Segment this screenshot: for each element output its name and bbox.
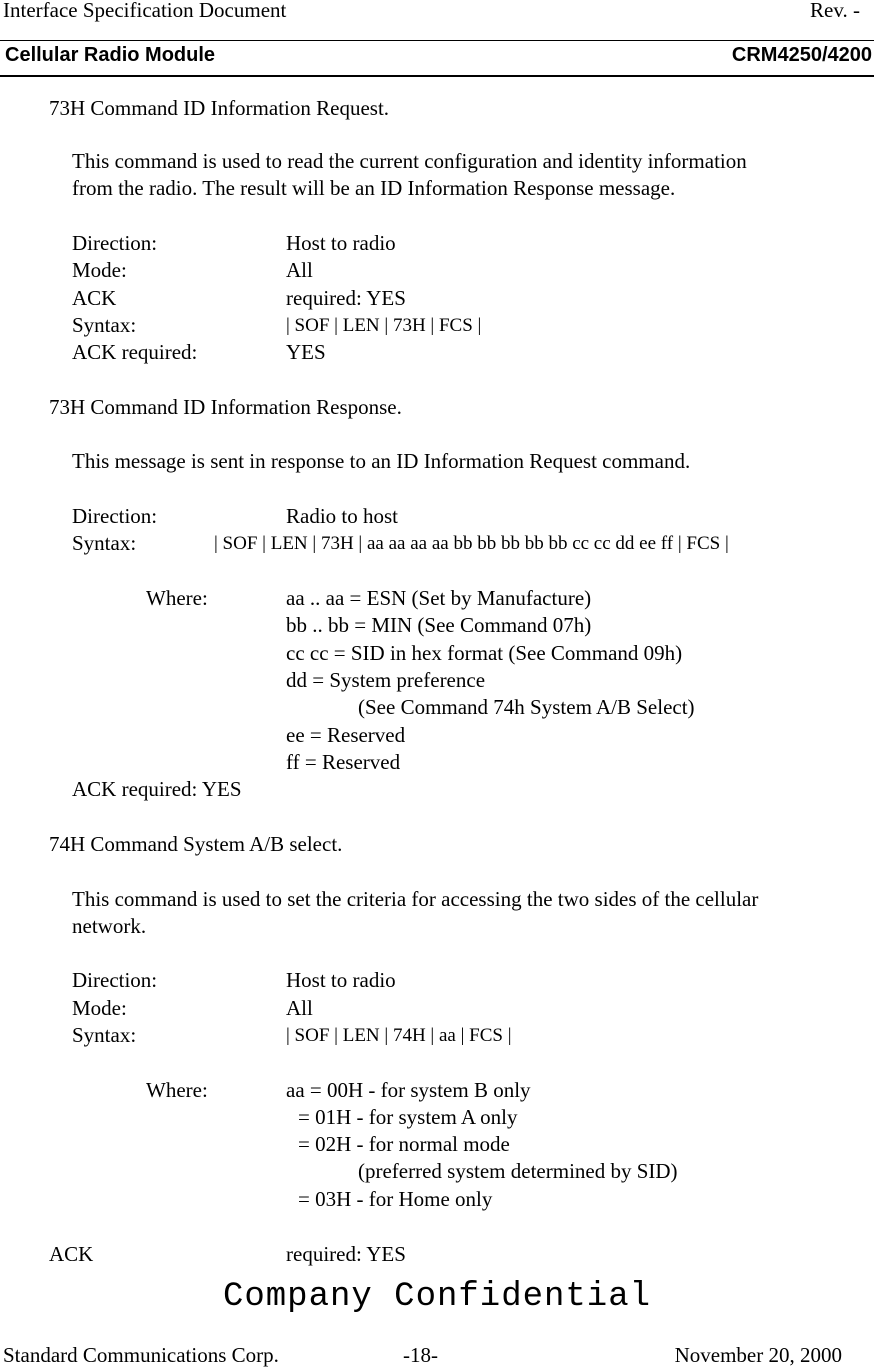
- where-item-note: (preferred system determined by SID): [358, 1159, 678, 1183]
- paragraph-line: network.: [72, 914, 147, 938]
- field-value: Host to radio: [286, 968, 396, 992]
- where-item: = 02H - for normal mode: [298, 1132, 510, 1156]
- field-label: Mode:: [72, 996, 127, 1020]
- paragraph-line: from the radio. The result will be an ID Information Response message.: [72, 176, 676, 200]
- where-item: ee = Reserved: [286, 723, 406, 747]
- product-name: Cellular Radio Module: [5, 44, 216, 66]
- field-label: Syntax:: [72, 313, 137, 337]
- section-title-73h-request: 73H Command ID Information Request.: [49, 96, 390, 120]
- field-value: All: [286, 996, 313, 1020]
- where-item: ff = Reserved: [286, 750, 401, 774]
- ack-required: ACK required: YES: [72, 777, 242, 801]
- page-number: -18-: [403, 1343, 438, 1367]
- field-label: Syntax:: [72, 531, 137, 555]
- where-item: aa .. aa = ESN (Set by Manufacture): [286, 586, 592, 610]
- field-value: required: YES: [286, 1242, 406, 1266]
- where-item: aa = 00H - for system B only: [286, 1078, 531, 1102]
- field-label: ACK required:: [72, 340, 198, 364]
- where-item: dd = System preference: [286, 668, 486, 692]
- document-date: November 20, 2000: [674, 1343, 842, 1367]
- where-item: = 01H - for system A only: [298, 1105, 518, 1129]
- paragraph-line: This command is used to set the criteria for accessing the two sides of the cellular: [72, 887, 759, 911]
- paragraph-line: This message is sent in response to an ID Information Request command.: [72, 449, 691, 473]
- field-value: required: YES: [286, 286, 406, 310]
- where-item: = 03H - for Home only: [298, 1187, 493, 1211]
- section-title-73h-response: 73H Command ID Information Response.: [49, 395, 402, 419]
- field-label: Direction:: [72, 968, 158, 992]
- company-name: Standard Communications Corp.: [3, 1343, 279, 1367]
- doc-type: Interface Specification Document: [3, 0, 287, 22]
- field-value: YES: [286, 340, 326, 364]
- where-label: Where:: [146, 1078, 208, 1102]
- section-title-74h: 74H Command System A/B select.: [49, 832, 343, 856]
- header-rule-top: [0, 40, 874, 41]
- where-item-note: (See Command 74h System A/B Select): [358, 695, 695, 719]
- syntax-value: | SOF | LEN | 74H | aa | FCS |: [286, 1025, 512, 1046]
- field-label: Direction:: [72, 504, 158, 528]
- field-label: ACK: [49, 1242, 94, 1266]
- field-label: Mode:: [72, 258, 127, 282]
- paragraph-line: This command is used to read the current configuration and identity information: [72, 149, 747, 173]
- field-label: Direction:: [72, 231, 158, 255]
- header-rule-bottom: [0, 75, 874, 77]
- where-item: cc cc = SID in hex format (See Command 09h): [286, 641, 683, 665]
- syntax-value: | SOF | LEN | 73H | FCS |: [286, 315, 482, 336]
- field-label: ACK: [72, 286, 117, 310]
- syntax-value: | SOF | LEN | 73H | aa aa aa aa bb bb bb bb bb cc cc dd ee ff | FCS |: [214, 533, 729, 554]
- field-value: All: [286, 258, 313, 282]
- model-number: CRM4250/4200: [731, 44, 872, 66]
- field-label: Syntax:: [72, 1023, 137, 1047]
- where-label: Where:: [146, 586, 208, 610]
- where-item: bb .. bb = MIN (See Command 07h): [286, 613, 592, 637]
- revision: Rev. -: [810, 0, 860, 22]
- field-value: Radio to host: [286, 504, 399, 528]
- field-value: Host to radio: [286, 231, 396, 255]
- confidential-watermark: Company Confidential: [222, 1278, 652, 1316]
